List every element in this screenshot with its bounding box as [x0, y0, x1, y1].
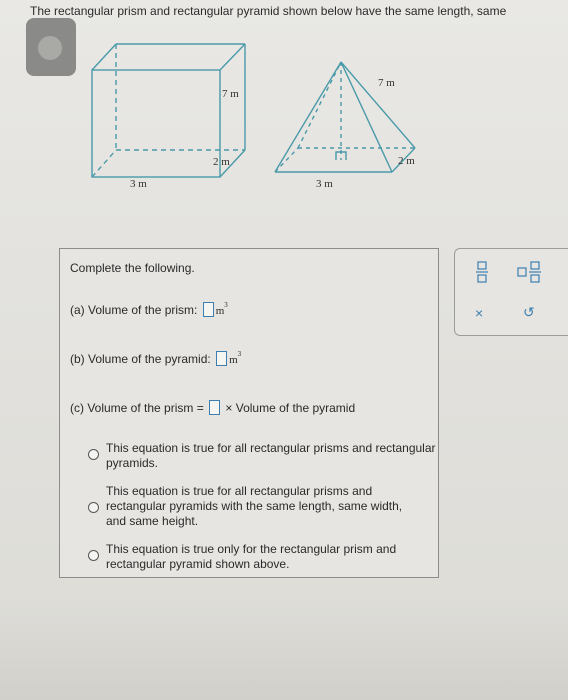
- fraction-icon[interactable]: [476, 261, 488, 283]
- question-panel: [59, 248, 439, 578]
- option-1-radio[interactable]: [88, 449, 99, 460]
- prism-length-label: 3 m: [130, 178, 147, 190]
- unit-b-text: m: [229, 354, 238, 366]
- pyramid-height-label: 7 m: [378, 77, 395, 89]
- pyramid-length-label: 3 m: [316, 178, 333, 190]
- answer-a-input[interactable]: [203, 302, 214, 317]
- question-c-label-post: × Volume of the pyramid: [225, 401, 356, 415]
- question-c-label-pre: (c) Volume of the prism =: [70, 401, 204, 415]
- unit-b: [229, 350, 242, 366]
- question-a-label: (a) Volume of the prism:: [70, 303, 198, 317]
- unit-a: [215, 301, 228, 317]
- figures: [0, 0, 568, 220]
- option-2-text: This equation is true for all rectangular prisms and rectangular pyramids with the same length, same width, and same height.: [106, 484, 403, 528]
- prism-width-label: 2 m: [213, 156, 230, 168]
- undo-icon[interactable]: ↺: [523, 304, 535, 320]
- mixed-number-icon[interactable]: [517, 261, 541, 283]
- option-3-radio[interactable]: [88, 550, 99, 561]
- pyramid-width-label: 2 m: [398, 155, 415, 167]
- prism-height-label: 7 m: [222, 88, 239, 100]
- question-b-label: (b) Volume of the pyramid:: [70, 352, 211, 366]
- option-3-text: This equation is true only for the rectangular prism and rectangular pyramid shown above.: [106, 542, 397, 571]
- unit-a-exp: 3: [224, 301, 228, 309]
- prism-front-face: [92, 70, 220, 177]
- answer-c-input[interactable]: [209, 400, 220, 415]
- answer-b-input[interactable]: [216, 351, 227, 366]
- unit-a-text: m: [215, 305, 225, 317]
- option-2-radio[interactable]: [88, 502, 99, 513]
- question-a: [70, 301, 228, 317]
- question-b: [70, 350, 241, 366]
- question-header: The rectangular prism and rectangular pyramid shown below have the same length, same: [30, 4, 507, 18]
- clear-icon[interactable]: ×: [475, 305, 484, 321]
- math-tools-panel: [454, 248, 568, 336]
- question-c: [70, 400, 355, 415]
- panel-intro: Complete the following.: [70, 261, 195, 275]
- option-1-text: This equation is true for all rectangular prisms and rectangular pyramids.: [106, 441, 436, 470]
- unit-b-exp: 3: [237, 350, 242, 358]
- bottom-shadow: [0, 600, 568, 700]
